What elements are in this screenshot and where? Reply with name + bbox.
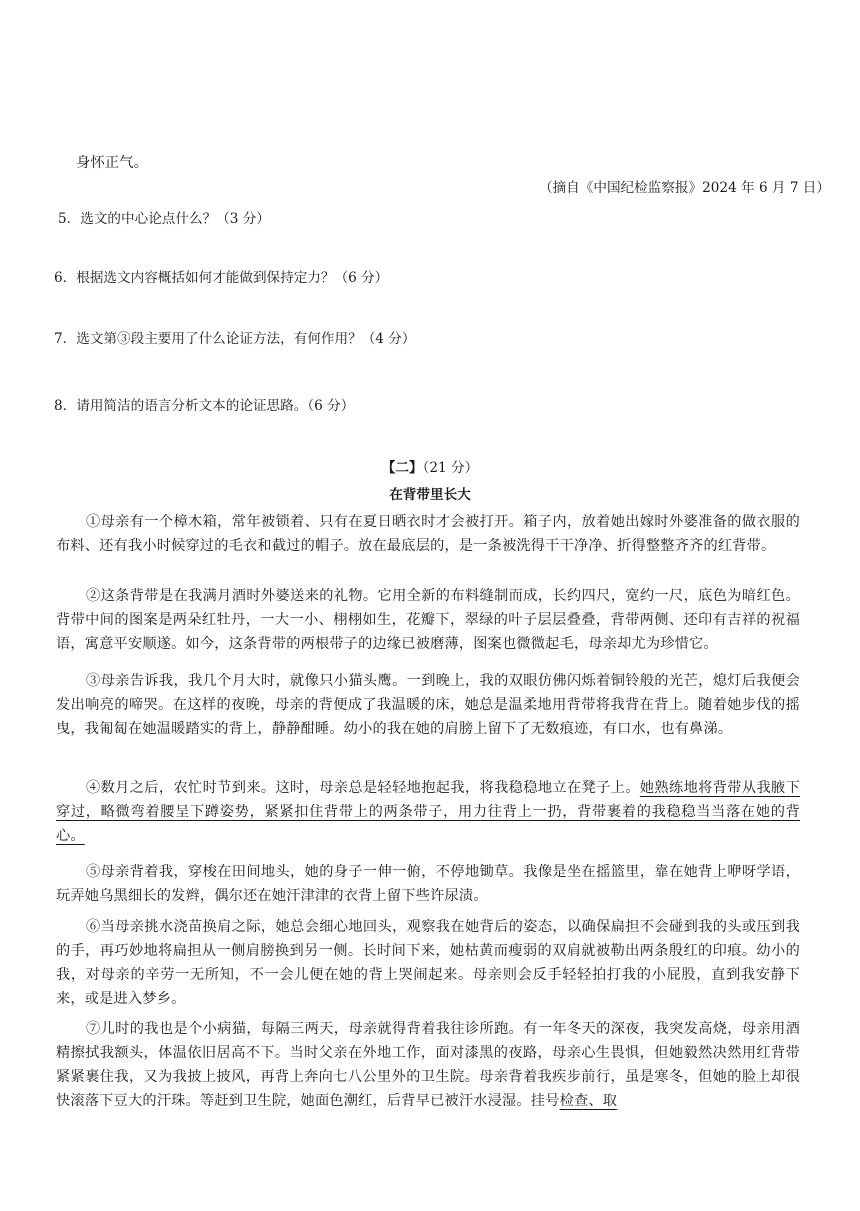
paragraph-1: ①母亲有一个樟木箱，常年被锁着、只有在夏日晒衣时才会被打开。箱子内，放着她出嫁时外婆准备的做衣服的布料、还有我小时候穿过的毛衣和截过的帽子。放在最底层的，是一条被洗得干干净净、折得整整齐齐的红背带。 — [56, 514, 800, 554]
intro-closing-line: 身怀正气。 — [76, 155, 148, 171]
question-7: 7．选文第③段主要用了什么论证方法，有何作用？（4 分） — [54, 331, 416, 347]
paragraph-7-lead: ⑦儿时的我也是个小病猫，每隔三两天，母亲就得背着我往诊所跑。有一年冬天的深夜，我突发高烧，母亲用酒精擦拭我额头，体温依旧居高不下。当时父亲在外地工作，面对漆黑的夜路，母亲心生畏惧，但她毅然决然用红背带紧紧裹住我，又为我披上披风，再背上奔向七八公里外的卫生院。母亲背着我疾步前行，虽是寒冬，但她的脸上却很快滚落下豆大的汗珠。等赶到卫生院，她面色潮红，后背早已被汗水浸湿。挂号 — [56, 1021, 800, 1109]
question-5: 5．选文的中心论点什么？（3 分） — [58, 211, 270, 227]
paragraph-7-underlined-tail: 检查、取 — [559, 1093, 618, 1109]
paragraph-4 — [56, 776, 800, 848]
paragraph-4-underlined-sentence: 她熟练地将背带从我腋下穿过，略微弯着腰呈下蹲姿势，紧紧扣住背带上的两条带子，用力往背上一扔，背带裹着的我稳稳当当落在她的背心。 — [56, 780, 800, 844]
paragraph-3: ③母亲告诉我，我几个月大时，就像只小猫头鹰。一到晚上，我的双眼仿佛闪烁着铜铃般的光芒，熄灯后我便会发出响亮的啼哭。在这样的夜晚，母亲的背便成了我温暖的床，她总是温柔地用背带将我背在背上。随着她步伐的摇曳，我匍匐在她温暖踏实的背上，静静酣睡。幼小的我在她的肩膀上留下了无数痕迹，有口水，也有鼻涕。 — [56, 673, 800, 737]
section-header-bracket: 【二】 — [381, 460, 423, 476]
paragraph-7 — [56, 1017, 800, 1113]
section-header-points: （21 分） — [422, 460, 479, 476]
paragraph-4-lead: ④数月之后，农忙时节到来。这时，母亲总是轻轻地抱起我，将我稳稳地立在凳子上。 — [86, 780, 640, 796]
article-title: 在背带里长大 — [389, 487, 471, 503]
question-6: 6．根据选文内容概括如何才能做到保持定力？（6 分） — [54, 270, 389, 286]
section-header — [0, 458, 860, 478]
paragraph-6: ⑥当母亲挑水浇苗换肩之际，她总会细心地回头，观察我在她背后的姿态，以确保扁担不会碰到我的头或压到我的手，再巧妙地将扁担从一侧肩膀换到另一侧。长时间下来，她枯黄而瘦弱的双肩就被勒出两条殷红的印痕。幼小的我，对母亲的辛劳一无所知，不一会儿便在她的背上哭闹起来。母亲则会反手轻轻拍打我的小屁股，直到我安静下来，或是进入梦乡。 — [56, 919, 800, 1007]
paragraph-2: ②这条背带是在我满月酒时外婆送来的礼物。它用全新的布料缝制而成，长约四尺，宽约一尺，底色为暗红色。背带中间的图案是两朵红牡丹，一大一小、栩栩如生，花瓣下，翠绿的叶子层层叠叠，背带两侧、还印有吉祥的祝福语，寓意平安顺遂。如今，这条背带的两根带子的边缘已被磨薄，图案也微微起毛，母亲却尤为珍惜它。 — [56, 588, 800, 652]
question-8: 8．请用简洁的语言分析文本的论证思路。（6 分） — [54, 398, 355, 414]
paragraph-5: ⑤母亲背着我，穿梭在田间地头，她的身子一伸一俯，不停地锄草。我像是坐在摇篮里，靠在她背上咿呀学语，玩弄她乌黑细长的发辫，偶尔还在她汗津津的衣背上留下些许尿渍。 — [56, 864, 800, 904]
source-citation: （摘自《中国纪检监察报》2024 年 6 月 7 日） — [539, 180, 830, 196]
